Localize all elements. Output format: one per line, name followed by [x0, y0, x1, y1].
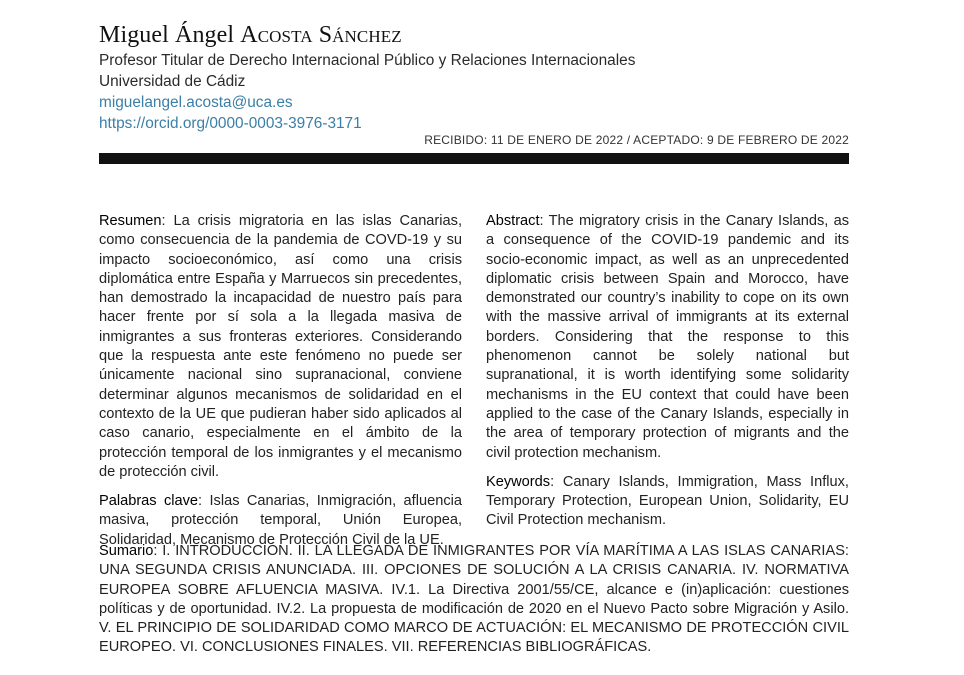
keywords-paragraph [486, 473, 849, 531]
author-position: Profesor Titular de Derecho Internacional Público y Relaciones Internacionales [99, 52, 636, 69]
author-email-link[interactable]: miguelangel.acosta@uca.es [99, 94, 293, 111]
resumen-label: Resumen [99, 213, 162, 229]
sumario-paragraph [99, 542, 849, 658]
author-name [99, 22, 402, 49]
english-column [486, 212, 849, 531]
abstract-text-1: : The migratory crisis in the Canary Islands, as a consequence of the [486, 213, 849, 249]
author-institution: Universidad de Cádiz [99, 73, 246, 90]
abstract-abbr-2: EU [621, 386, 642, 403]
submission-dates: RECIBIDO: 11 DE ENERO DE 2022 / ACEPTADO: 9 DE FEBRERO DE 2022 [424, 133, 849, 147]
resumen-text-2: que pudieran haber sido aplicados al caso canario, especialmente en el ámbito de la protección temporal de los inmigrantes y el mecanismo de protección civil. [99, 405, 462, 480]
abstract-text-3: context that could have been applied to the case of the Canary Islands, especially in the area of temporary protection of migrants and the civil protection mechanism. [486, 386, 849, 461]
sumario-text: : I. INTRODUCCIÓN. II. LA LLEGADA DE INMIGRANTES POR VÍA MARÍTIMA A LAS ISLAS CANARIAS: UNA SEGUNDA CRISIS ANUNCIADA. III. OPCIONES DE SOLUCIÓN A LA CRISIS CANARIA. IV. NORMATIVA EUROPEA SOBRE AFLUENCIA MASIVA. IV.1. La Directiva 2001/55/CE, alcance e (in)aplicación: cuestiones políticas y de oportunidad. IV.2. La propuesta de modificación de 2020 en el Nuevo Pacto sobre Migración y Asilo. V. EL PRINCIPIO DE SOLIDARIDAD COMO MARCO DE ACTUACIÓN: EL MECANISMO DE PROTECCIÓN CIVIL EUROPEO. VI. CONCLUSIONES FINALES. VII. REFERENCIAS BIBLIOGRÁFICAS. [99, 543, 849, 656]
spanish-column [99, 212, 462, 550]
author-first-name: Miguel Ángel [99, 22, 235, 48]
sumario-label: Sumario [99, 543, 154, 559]
sumario-block [99, 542, 849, 658]
resumen-paragraph [99, 212, 462, 482]
palabras-clave-text-2: . [439, 531, 444, 548]
author-last-name: Acosta Sánchez [240, 22, 402, 48]
keywords-label: Keywords [486, 473, 551, 490]
header-rule [99, 153, 849, 164]
palabras-clave-text-1: : Islas Canarias, Inmigración, afluencia masiva, protección temporal, Unión Europea, Solidaridad, Mecanismo de Protección Civil de la [99, 493, 462, 548]
abstract-text-2: -19 pandemic and its socio-economic impact, as well as an unprecedented diplomatic crisis between Spain and Morocco, have demonstrated our country’s inability to cope on its own with the massive arrival of immigrants at its external borders. Considering that the response to this phenomenon cannot be solely national but supranational, it is worth identifying some solidarity mechanisms in the [486, 232, 849, 403]
abstract-label: Abstract [486, 213, 540, 229]
palabras-clave-abbr: UE [419, 531, 440, 548]
resumen-abbr: UE [195, 405, 216, 422]
abstract-paragraph [486, 212, 849, 463]
author-orcid-link[interactable]: https://orcid.org/0000-0003-3976-3171 [99, 115, 362, 132]
keywords-abbr: EU [828, 493, 849, 510]
palabras-clave-label: Palabras clave [99, 493, 199, 510]
keywords-text-1: : Canary Islands, Immigration, Mass Influx, Temporary Protection, European Union, Solidarity, [486, 473, 849, 510]
keywords-text-2: Civil Protection mechanism. [486, 512, 667, 529]
resumen-text-1: : La crisis migratoria en las islas Canarias, como consecuencia de la pandemia de COVD-19 y su impacto socioeconómico, así como una crisis diplomática entre España y Marruecos sin precedentes, han demostrado la incapacidad de nuestro país para hacer frente por sí sola a la llegada masiva de inmigrantes a sus fronteras exteriores. Considerando que la respuesta ante este fenómeno no puede ser únicamente nacional sino supranacional, conviene determinar algunos mecanismos de solidaridad en el contexto de la [99, 213, 462, 422]
abstract-abbr-1: COVID [651, 232, 698, 249]
